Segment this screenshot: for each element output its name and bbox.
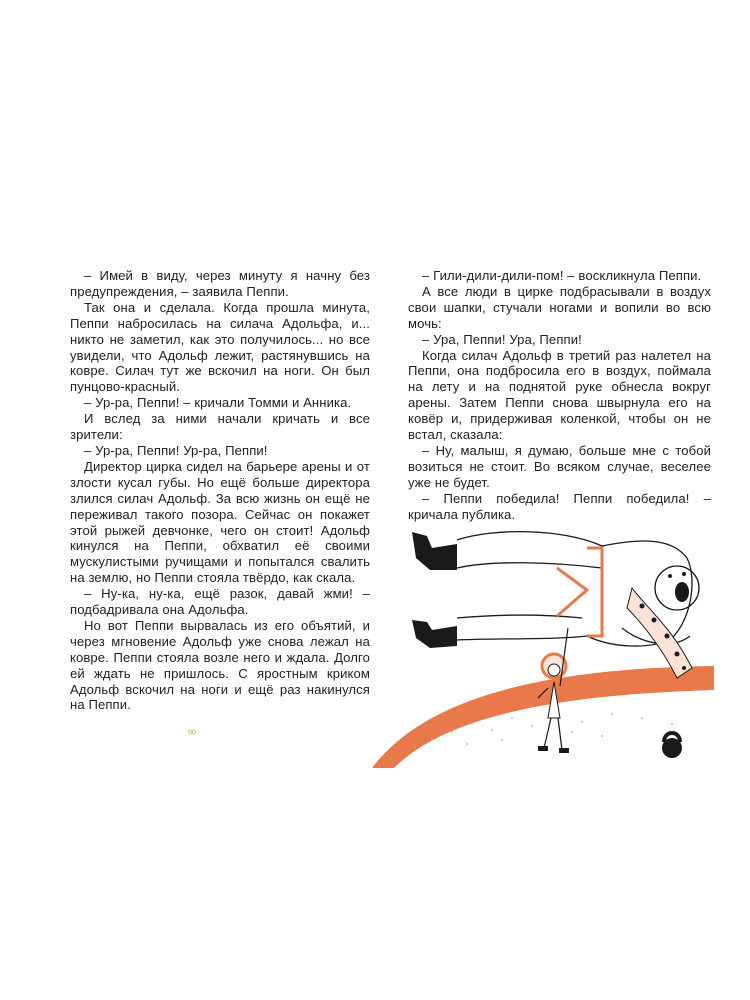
paragraph: – Ур-ра, Пеппи! Ур-ра, Пеппи! xyxy=(84,442,268,458)
paragraph: Так она и сделала. Когда прошла минута, Пеппи набросилась на силача Адольфа, и... никто не заметил, как это получилось... но все увидели, что Адольф лежит, растянувшись на ковре. Силач тут же вскочил на ноги. Он был пунцово-красный. xyxy=(70,299,370,395)
circus-strongman-lifted-by-pippi-illustration xyxy=(372,518,714,768)
paragraph: – Пеппи победила! Пеппи победила! – кричала публика. xyxy=(408,490,711,522)
paragraph: – Ура, Пеппи! Ура, Пеппи! xyxy=(422,331,582,347)
strongman-face xyxy=(668,572,689,602)
left-page-text xyxy=(70,268,370,713)
paragraph: И вслед за ними начали кричать и все зрители: xyxy=(70,411,370,443)
paragraph: – Ур-ра, Пеппи! – кричали Томми и Анника. xyxy=(84,395,352,411)
paragraph: Когда силач Адольф в третий раз налетел на Пеппи, она подбросила его в воздух, поймала на лету и на поднятой руке обнесла вокруг арены. Затем Пеппи снова швырнула его на ковёр и, придерживая коленкой, чтобы он не встал, сказала: xyxy=(408,347,711,443)
arena-ring xyxy=(372,666,714,768)
paragraph: А все люди в цирке подбрасывали в воздух свои шапки, стучали ногами и вопили во всю мочь: xyxy=(408,283,711,331)
kettlebell-icon xyxy=(662,733,682,758)
boot-icon xyxy=(412,532,457,570)
page-number: 90 xyxy=(188,728,196,737)
paragraph: Директор цирка сидел на барьере арены и от злости кусал губы. Но ещё больше директора злился силач Адольф. За всю жизнь он ещё не переживал такого позора. Сейчас он покажет этой рыжей девчонке, чего он стоит! Адольф кинулся на Пеппи, обхватил её своими мускулистыми ручищами и попытался свалить на землю, но Пеппи стояла твёрдо, как скала. xyxy=(70,458,370,586)
right-page-text xyxy=(408,268,711,523)
paragraph: – Гили-дили-дили-пом! – воскликнула Пеппи. xyxy=(422,268,702,283)
paragraph: – Имей в виду, через минуту я начну без предупреждения, – заявила Пеппи. xyxy=(70,268,370,299)
paragraph: – Ну-ка, ну-ка, ещё разок, давай жми! – подбадривала она Адольфа. xyxy=(70,586,370,618)
boot-icon xyxy=(412,620,457,648)
paragraph: – Ну, малыш, я думаю, больше мне с тобой возиться не стоит. Во всяком случае, веселее уже не будет. xyxy=(408,442,711,490)
paragraph: Но вот Пеппи вырвалась из его объятий, и через мгновение Адольф уже снова лежал на ковре. Пеппи стояла возле него и ждала. Долго ей ждать не пришлось. С яростным криком Адольф вскочил на ноги и ещё раз накинулся на Пеппи. xyxy=(70,617,370,713)
